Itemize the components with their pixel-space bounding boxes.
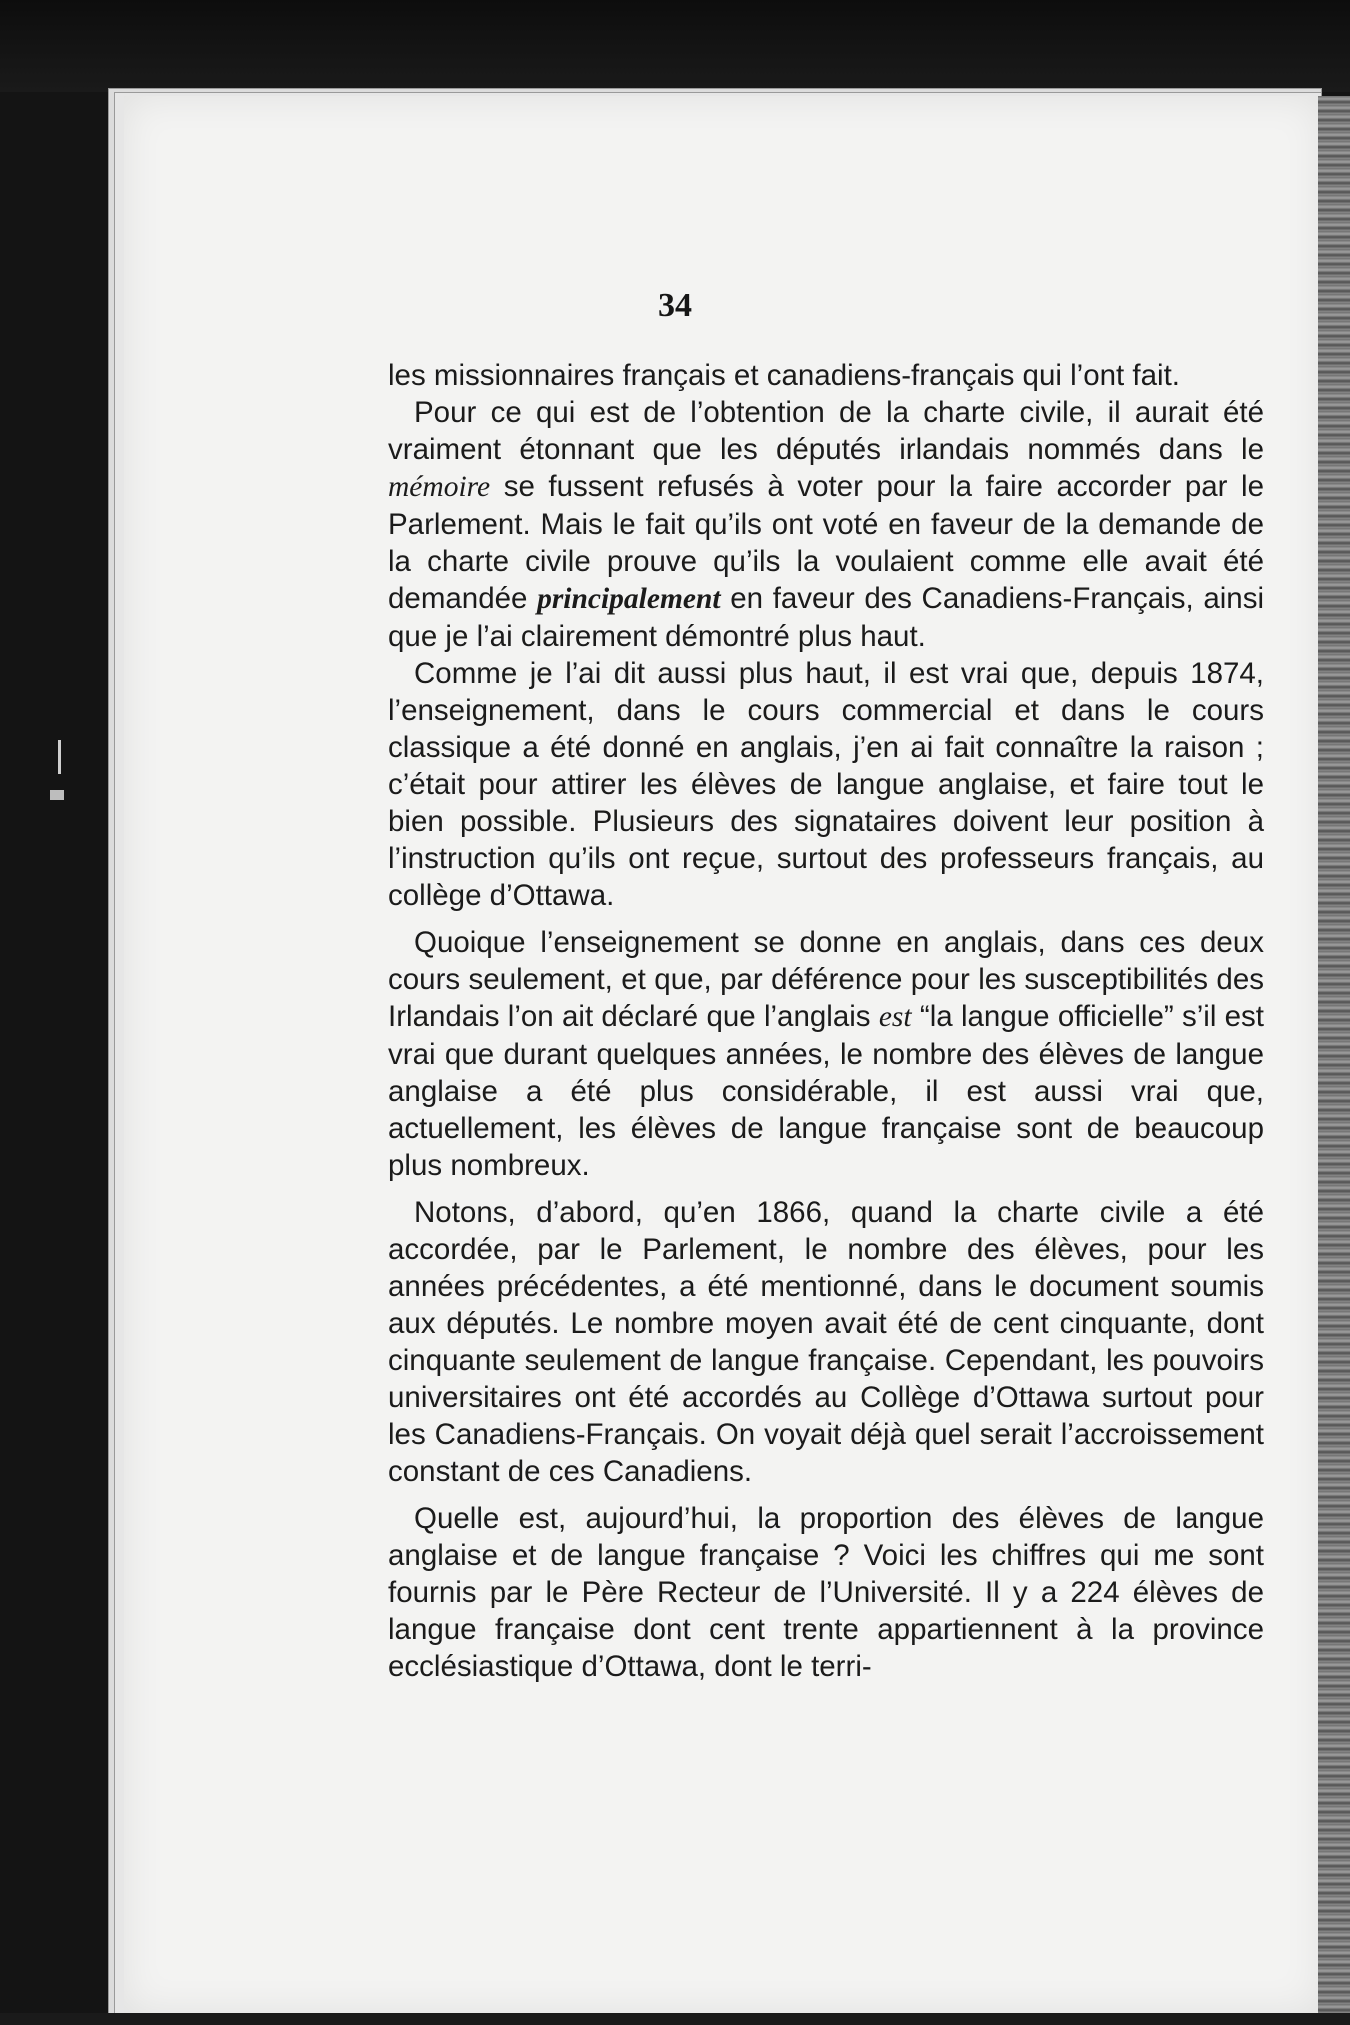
paragraph-text-segment: les missionnaires français et canadiens-français qui l’ont fait. xyxy=(388,359,1180,392)
paragraph xyxy=(388,357,1264,394)
scan-bottom-margin xyxy=(0,2013,1350,2025)
paragraph-text-segment: principalement xyxy=(537,583,721,615)
paragraph-text-segment: en faveur des Canadiens-Français, ainsi que je l’ai clairement démontré plus haut. xyxy=(388,582,1264,653)
paragraph xyxy=(388,924,1264,1184)
paragraph-text-segment: Quoique l’enseignement se donne en anglais, dans ces deux cours seulement, et que, par déférence pour les susceptibilités des Irlandais l’on ait déclaré que l’anglais xyxy=(388,926,1264,1033)
paragraph-text-segment: Quelle est, aujourd’hui, la proportion des élèves de langue anglaise et de langue française ? Voici les chiffres qui me sont fournis par le Père Recteur de l’Université. Il y a 224 élèves de langue française dont cent trente appartiennent à la province ecclésiastique d’Ottawa, dont le terri- xyxy=(388,1502,1264,1683)
paragraph xyxy=(388,394,1264,655)
page-right-edge xyxy=(1318,96,1350,2013)
paragraph-text-segment: Comme je l’ai dit aussi plus haut, il est vrai que, depuis 1874, l’enseignement, dans le cours commercial et dans le cours classique a été donné en anglais, j’en ai fait connaître la raison ; c’était pour attirer les élèves de langue anglaise, et faire tout le bien possible. Plusieurs des signataires doivent leur position à l’instruction qu’ils ont reçue, surtout des professeurs français, au collège d’Ottawa. xyxy=(388,657,1264,912)
body-text xyxy=(388,357,1264,1685)
scan-top-margin xyxy=(0,0,1350,92)
paragraph xyxy=(388,655,1264,914)
paragraph-text-segment: se fussent refusés à voter pour la faire accorder par le Parlement. Mais le fait qu’ils ont voté en faveur de la demande de la charte civile prouve qu’ils la voulaient comme elle avait été demandée xyxy=(388,470,1264,615)
paragraph-text-segment: “la langue officielle” s’il est vrai que durant quelques années, le nombre des élèves de langue anglaise a été plus considérable, il est aussi vrai que, actuellement, les élèves de langue française sont de beaucoup plus nombreux. xyxy=(388,1000,1265,1182)
paragraph xyxy=(388,1500,1264,1685)
left-margin-marks xyxy=(40,320,80,1220)
paragraph-text-segment: est xyxy=(878,1001,912,1033)
paragraph-text-segment: Pour ce qui est de l’obtention de la charte civile, il aurait été vraiment étonnant que les députés irlandais nommés dans le xyxy=(388,396,1264,466)
page-number: 34 xyxy=(658,287,692,324)
paragraph-text-segment: mémoire xyxy=(388,471,491,503)
paragraph xyxy=(388,1194,1264,1490)
paragraph-text-segment: Notons, d’abord, qu’en 1866, quand la charte civile a été accordée, par le Parlement, le nombre des élèves, pour les années précédentes, a été mentionné, dans le document soumis aux députés. Le nombre moyen avait été de cent cinquante, dont cinquante seulement de langue française. Cependant, les pouvoirs universitaires ont été accordés au Collège d’Ottawa surtout pour les Canadiens-Français. On voyait déjà quel serait l’accroissement constant de ces Canadiens. xyxy=(388,1196,1264,1488)
